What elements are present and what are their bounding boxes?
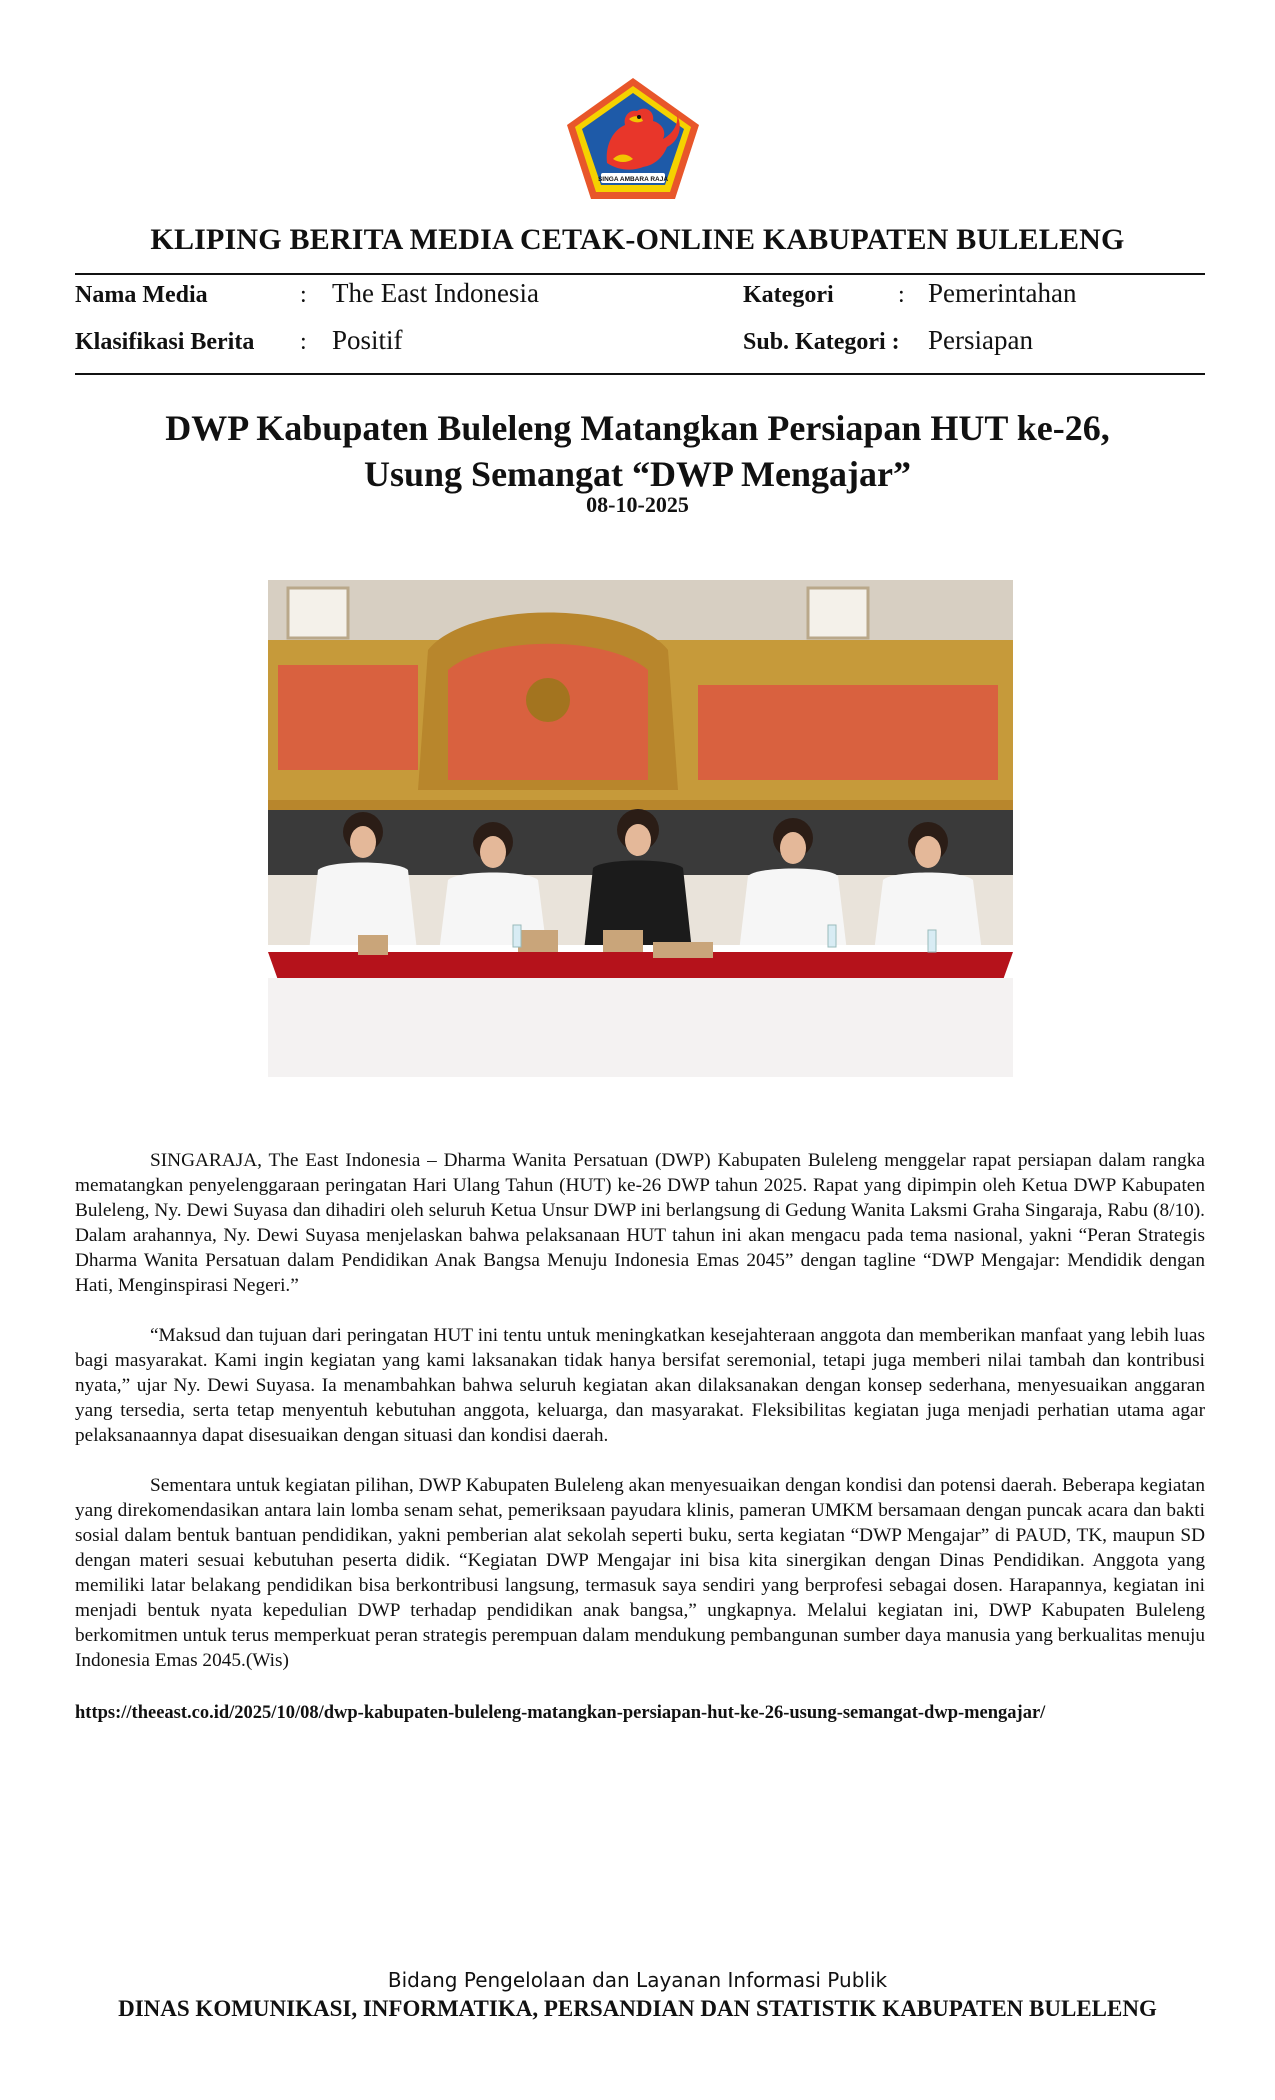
article-date: 08-10-2025 [586, 492, 689, 517]
footer-agency: DINAS KOMUNIKASI, INFORMATIKA, PERSANDIAN DAN STATISTIK KABUPATEN BULELENG [118, 1996, 1157, 2021]
subkategori-value: Persiapan [928, 325, 1033, 355]
subkategori-label: Sub. Kategori : [743, 329, 900, 355]
article-paragraph-2: “Maksud dan tujuan dari peringatan HUT ini tentu untuk meningkatkan kesejahteraan anggota dan memberikan manfaat yang lebih luas bagi masyarakat. Kami ingin kegiatan yang kami laksanakan tidak hanya bersifat seremonial, tetapi juga memberi nilai tambah dan kontribusi nyata,” ujar Ny. Dewi Suyasa. Ia menambahkan bahwa seluruh kegiatan akan dilaksanakan dengan konsep sederhana, menyesuaikan anggaran yang tersedia, serta tetap menyentuh kebutuhan anggota, keluarga, dan masyarakat. Fleksibilitas kegiatan juga menjadi perhatian utama agar pelaksanaannya dapat disesuaikan dengan situasi dan kondisi daerah. [75, 1325, 1205, 1446]
source-url-link[interactable]: https://theeast.co.id/2025/10/08/dwp-kabupaten-buleleng-matangkan-persiapan-hut-ke-26-usung-semangat-dwp-mengajar/ [75, 1703, 1046, 1723]
headline-line-1: DWP Kabupaten Buleleng Matangkan Persiapan HUT ke-26, [165, 408, 1110, 448]
document-title: KLIPING BERITA MEDIA CETAK-ONLINE KABUPATEN BULELENG [150, 223, 1125, 256]
media-colon: : [300, 282, 307, 308]
article-paragraph-1: SINGARAJA, The East Indonesia – Dharma Wanita Persatuan (DWP) Kabupaten Buleleng menggelar rapat persiapan dalam rangka mematangkan penyelenggaraan peringatan Hari Ulang Tahun (HUT) ke-26 DWP tahun 2025. Rapat yang dipimpin oleh Ketua DWP Kabupaten Buleleng, Ny. Dewi Suyasa dan dihadiri oleh seluruh Ketua Unsur DWP ini berlangsung di Gedung Wanita Laksmi Graha Singaraja, Rabu (8/10). Dalam arahannya, Ny. Dewi Suyasa menjelaskan bahwa pelaksanaan HUT tahun ini akan mengacu pada tema nasional, yakni “Peran Strategis Dharma Wanita Persatuan dalam Pendidikan Anak Bangsa Menuju Indonesia Emas 2045” dengan tagline “DWP Mengajar: Mendidik dengan Hati, Menginspirasi Negeri.” [75, 1150, 1205, 1296]
meta-bottom-rule [75, 373, 1205, 375]
kategori-colon: : [898, 282, 905, 308]
logo-motto: SINGA AMBARA RAJA [597, 176, 669, 183]
headline-line-2: Usung Semangat “DWP Mengajar” [364, 454, 911, 494]
klasifikasi-value: Positif [332, 325, 403, 355]
footer-department: Bidang Pengelolaan dan Layanan Informasi Publik [387, 1968, 888, 1992]
media-label: Nama Media [75, 282, 208, 308]
article-photo [268, 580, 1013, 1077]
article-body [75, 1148, 1205, 1698]
article-paragraph-3: Sementara untuk kegiatan pilihan, DWP Kabupaten Buleleng akan menyesuaikan dengan kondisi dan potensi daerah. Beberapa kegiatan yang direkomendasikan antara lain lomba senam sehat, pemeriksaan payudara klinis, pameran UMKM bersamaan dengan puncak acara dan bakti sosial dalam bentuk bantuan pendidikan, yakni pemberian alat sekolah seperti buku, serta kegiatan “DWP Mengajar” di PAUD, TK, maupun SD dengan materi sesuai kebutuhan peserta didik. “Kegiatan DWP Mengajar ini bisa kita sinergikan dengan Dinas Pendidikan. Anggota yang memiliki latar belakang pendidikan bisa berkontribusi langsung, termasuk saya sendiri yang berprofesi sebagai dosen. Harapannya, kegiatan ini menjadi bentuk nyata kepedulian DWP terhadap pendidikan anak bangsa,” ungkapnya. Melalui kegiatan ini, DWP Kabupaten Buleleng berkomitmen untuk terus memperkuat peran strategis perempuan dalam mendukung pembangunan sumber daya manusia yang berkualitas menuju Indonesia Emas 2045.(Wis) [75, 1475, 1205, 1671]
top-rule [75, 273, 1205, 275]
klasifikasi-label: Klasifikasi Berita [75, 329, 255, 355]
klasifikasi-colon: : [300, 329, 307, 355]
kategori-label: Kategori [743, 282, 834, 308]
kategori-value: Pemerintahan [928, 278, 1077, 308]
article-headline [0, 405, 1275, 497]
media-value: The East Indonesia [332, 278, 539, 308]
buleleng-logo [563, 75, 703, 202]
